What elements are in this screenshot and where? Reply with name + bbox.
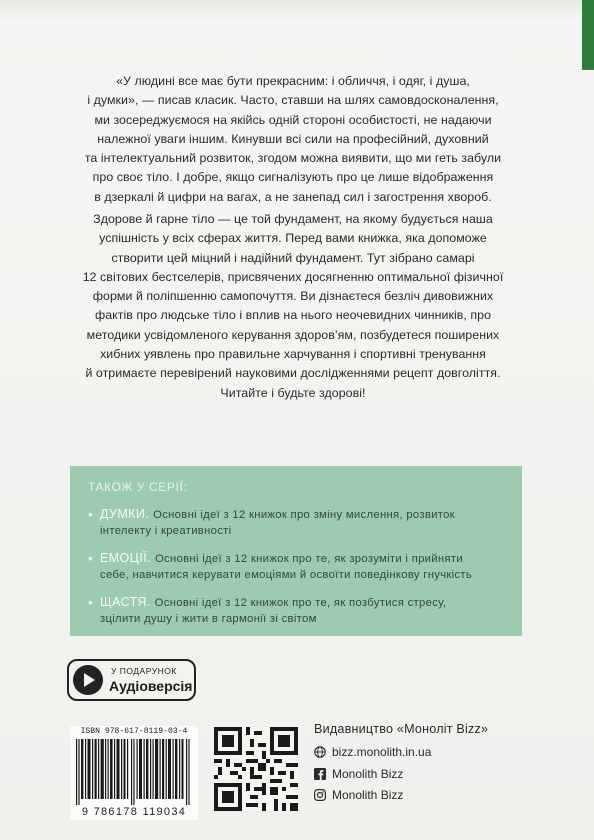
bullet-icon: • — [88, 594, 93, 610]
series-item-key: ЕМОЦІЇ. — [100, 551, 151, 565]
body-paragraph — [60, 210, 526, 403]
intro-line: та інтелектуальний розвиток, згодом можна виявити, що ми геть забули — [84, 151, 502, 166]
top-shade — [0, 0, 594, 22]
intro-line: «У людині все має бути прекрасним: і обличчя, і одяг, і душа, — [116, 74, 470, 88]
intro-line: належної уваги іншим. Кинувши всі сили на професійний, духовний — [97, 131, 489, 146]
body-line: Здорове й гарне тіло — це той фундамент, на якому будується наша — [93, 212, 493, 226]
instagram-icon — [314, 789, 326, 801]
facebook-link[interactable]: Monolith Bizz — [332, 767, 404, 781]
audio-badge-caption: У ПОДАРУНОК — [111, 666, 177, 676]
body-line: методики усвідомленого керування здоров’ям, позбудетеся поширених — [86, 327, 500, 342]
isbn-barcode-block — [70, 726, 198, 820]
body-line: Читайте і будьте здорові! — [220, 385, 366, 400]
bullet-icon: • — [88, 550, 93, 566]
body-line: хибних уявлень про правильне харчування і спортивні тренування — [100, 347, 486, 362]
series-item-emotsii — [88, 550, 504, 583]
body-line: форми й поліпшенню самопочуття. Ви дізнаєтеся безліч дивовижних — [92, 289, 494, 304]
play-icon — [73, 665, 103, 695]
series-item-desc: Основні ідеї з 12 книжок про те, як позбутися стресу, — [154, 597, 447, 609]
series-item-desc-2: інтелекту і креативності — [100, 525, 232, 537]
audio-gift-badge — [67, 659, 196, 701]
barcode-icon — [74, 739, 194, 805]
series-item-dumky — [88, 506, 504, 539]
isbn-label: ISBN 978-617-8119-03-4 — [80, 727, 188, 736]
qr-code-icon[interactable] — [214, 727, 298, 811]
website-link[interactable]: bizz.monolith.in.ua — [332, 745, 432, 759]
spine-green-edge — [582, 0, 594, 70]
series-item-desc-2: себе, навчитися керувати емоціями й освоїти поведінкову гнучкість — [100, 569, 473, 581]
body-line: 12 світових бестселерів, присвячених досягненню оптимальної фізичної — [82, 269, 504, 284]
series-item-desc: Основні ідеї з 12 книжок про те, як зрозуміти і прийняти — [154, 553, 463, 565]
website-row[interactable] — [314, 745, 431, 759]
bullet-icon: • — [88, 506, 93, 522]
instagram-row[interactable] — [314, 788, 403, 802]
globe-icon — [314, 746, 326, 758]
barcode-number: 9 786178 119034 — [81, 806, 187, 818]
intro-line: ми зосереджуємося на якійсь одній стороні особистості, не надаючи — [94, 112, 492, 127]
series-item-desc: Основні ідеї з 12 книжок про зміну мислення, розвиток — [153, 509, 455, 521]
body-line: успішність у всіх сферах життя. Перед вами книжка, яка допоможе — [99, 231, 487, 246]
body-line: створити цей міцний і надійний фундамент. Тут зібрано самарі — [111, 250, 475, 265]
series-item-shchastia — [88, 594, 504, 627]
publisher-name: Видавництво «Моноліт Bizz» — [314, 722, 489, 736]
body-line: й отримаєте перевірений науковими дослідженнями рецепт довголіття. — [85, 366, 501, 381]
series-box — [70, 466, 522, 636]
intro-paragraph — [60, 72, 526, 207]
series-item-desc-2: зцілити душу і жити в гармонії зі світом — [100, 613, 317, 625]
facebook-icon — [314, 768, 326, 780]
series-title: ТАКОЖ У СЕРІЇ: — [88, 480, 188, 494]
intro-line: в дзеркалі й цифри на вагах, а не занепад сил і загострення хвороб. — [94, 189, 492, 204]
audio-badge-title: Аудіоверсія — [109, 678, 193, 694]
intro-line: про своє тіло. І добре, якщо сигналізують про це лише відображення — [92, 170, 494, 185]
intro-line: і думки», — писав класик. Часто, ставши на шлях самовдосконалення, — [87, 93, 499, 108]
series-item-key: ЩАСТЯ. — [100, 595, 151, 609]
series-item-key: ДУМКИ. — [100, 507, 150, 521]
instagram-link[interactable]: Monolith Bizz — [332, 788, 404, 802]
facebook-row[interactable] — [314, 767, 403, 781]
body-line: фактів про людське тіло і вплив на нього неочевидних чинників, про — [94, 308, 492, 323]
